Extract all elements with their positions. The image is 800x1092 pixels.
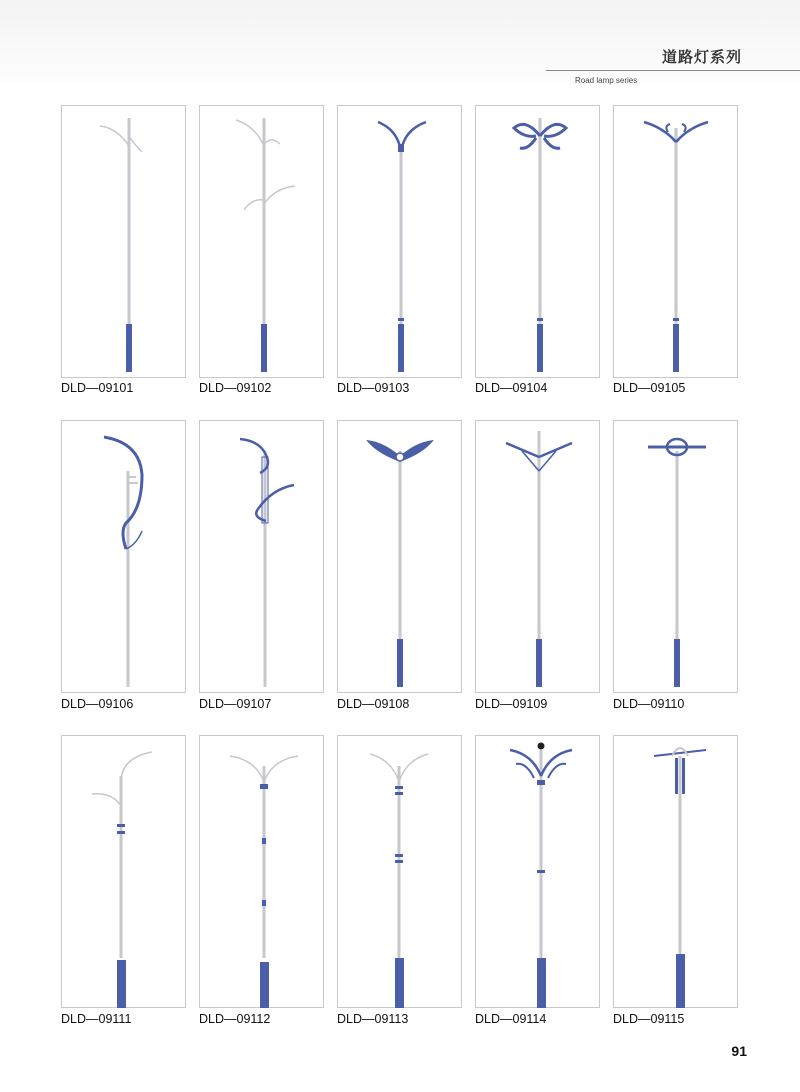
product-code: DLD—09109	[475, 697, 548, 711]
product-card-09110	[613, 420, 738, 693]
lamp-illustration	[200, 736, 325, 1009]
product-card-09104	[475, 105, 600, 378]
product-code: DLD—09105	[613, 381, 686, 395]
lamp-illustration	[476, 421, 601, 694]
lamp-illustration	[614, 421, 739, 694]
series-subtitle: Road lamp series	[575, 76, 638, 85]
product-card-09107	[199, 420, 324, 693]
lamp-illustration	[200, 106, 325, 379]
product-code: DLD—09101	[61, 381, 134, 395]
product-card-09114	[475, 735, 600, 1008]
product-code: DLD—09103	[337, 381, 410, 395]
product-card-09109	[475, 420, 600, 693]
product-card-09102	[199, 105, 324, 378]
product-code: DLD—09106	[61, 697, 134, 711]
lamp-illustration	[62, 421, 187, 694]
lamp-illustration	[200, 421, 325, 694]
product-card-09101	[61, 105, 186, 378]
lamp-illustration	[614, 106, 739, 379]
product-card-09112	[199, 735, 324, 1008]
lamp-illustration	[338, 106, 463, 379]
product-code: DLD—09114	[475, 1012, 547, 1026]
product-card-09106	[61, 420, 186, 693]
product-code: DLD—09110	[613, 697, 685, 711]
lamp-illustration	[614, 736, 739, 1009]
product-card-09108	[337, 420, 462, 693]
product-card-09103	[337, 105, 462, 378]
page-number: 91	[731, 1043, 747, 1059]
header-divider	[546, 70, 800, 71]
product-code: DLD—09111	[61, 1012, 132, 1026]
product-card-09113	[337, 735, 462, 1008]
product-card-09105	[613, 105, 738, 378]
product-code: DLD—09112	[199, 1012, 271, 1026]
product-card-09111	[61, 735, 186, 1008]
series-title: 道路灯系列	[661, 48, 742, 66]
product-code: DLD—09113	[337, 1012, 409, 1026]
lamp-illustration	[476, 106, 601, 379]
lamp-illustration	[62, 736, 187, 1009]
product-code: DLD—09115	[613, 1012, 685, 1026]
product-code: DLD—09107	[199, 697, 272, 711]
lamp-illustration	[62, 106, 187, 379]
product-card-09115	[613, 735, 738, 1008]
lamp-illustration	[338, 421, 463, 694]
product-code: DLD—09108	[337, 697, 410, 711]
lamp-illustration	[476, 736, 601, 1009]
lamp-illustration	[338, 736, 463, 1009]
product-code: DLD—09102	[199, 381, 272, 395]
product-code: DLD—09104	[475, 381, 548, 395]
